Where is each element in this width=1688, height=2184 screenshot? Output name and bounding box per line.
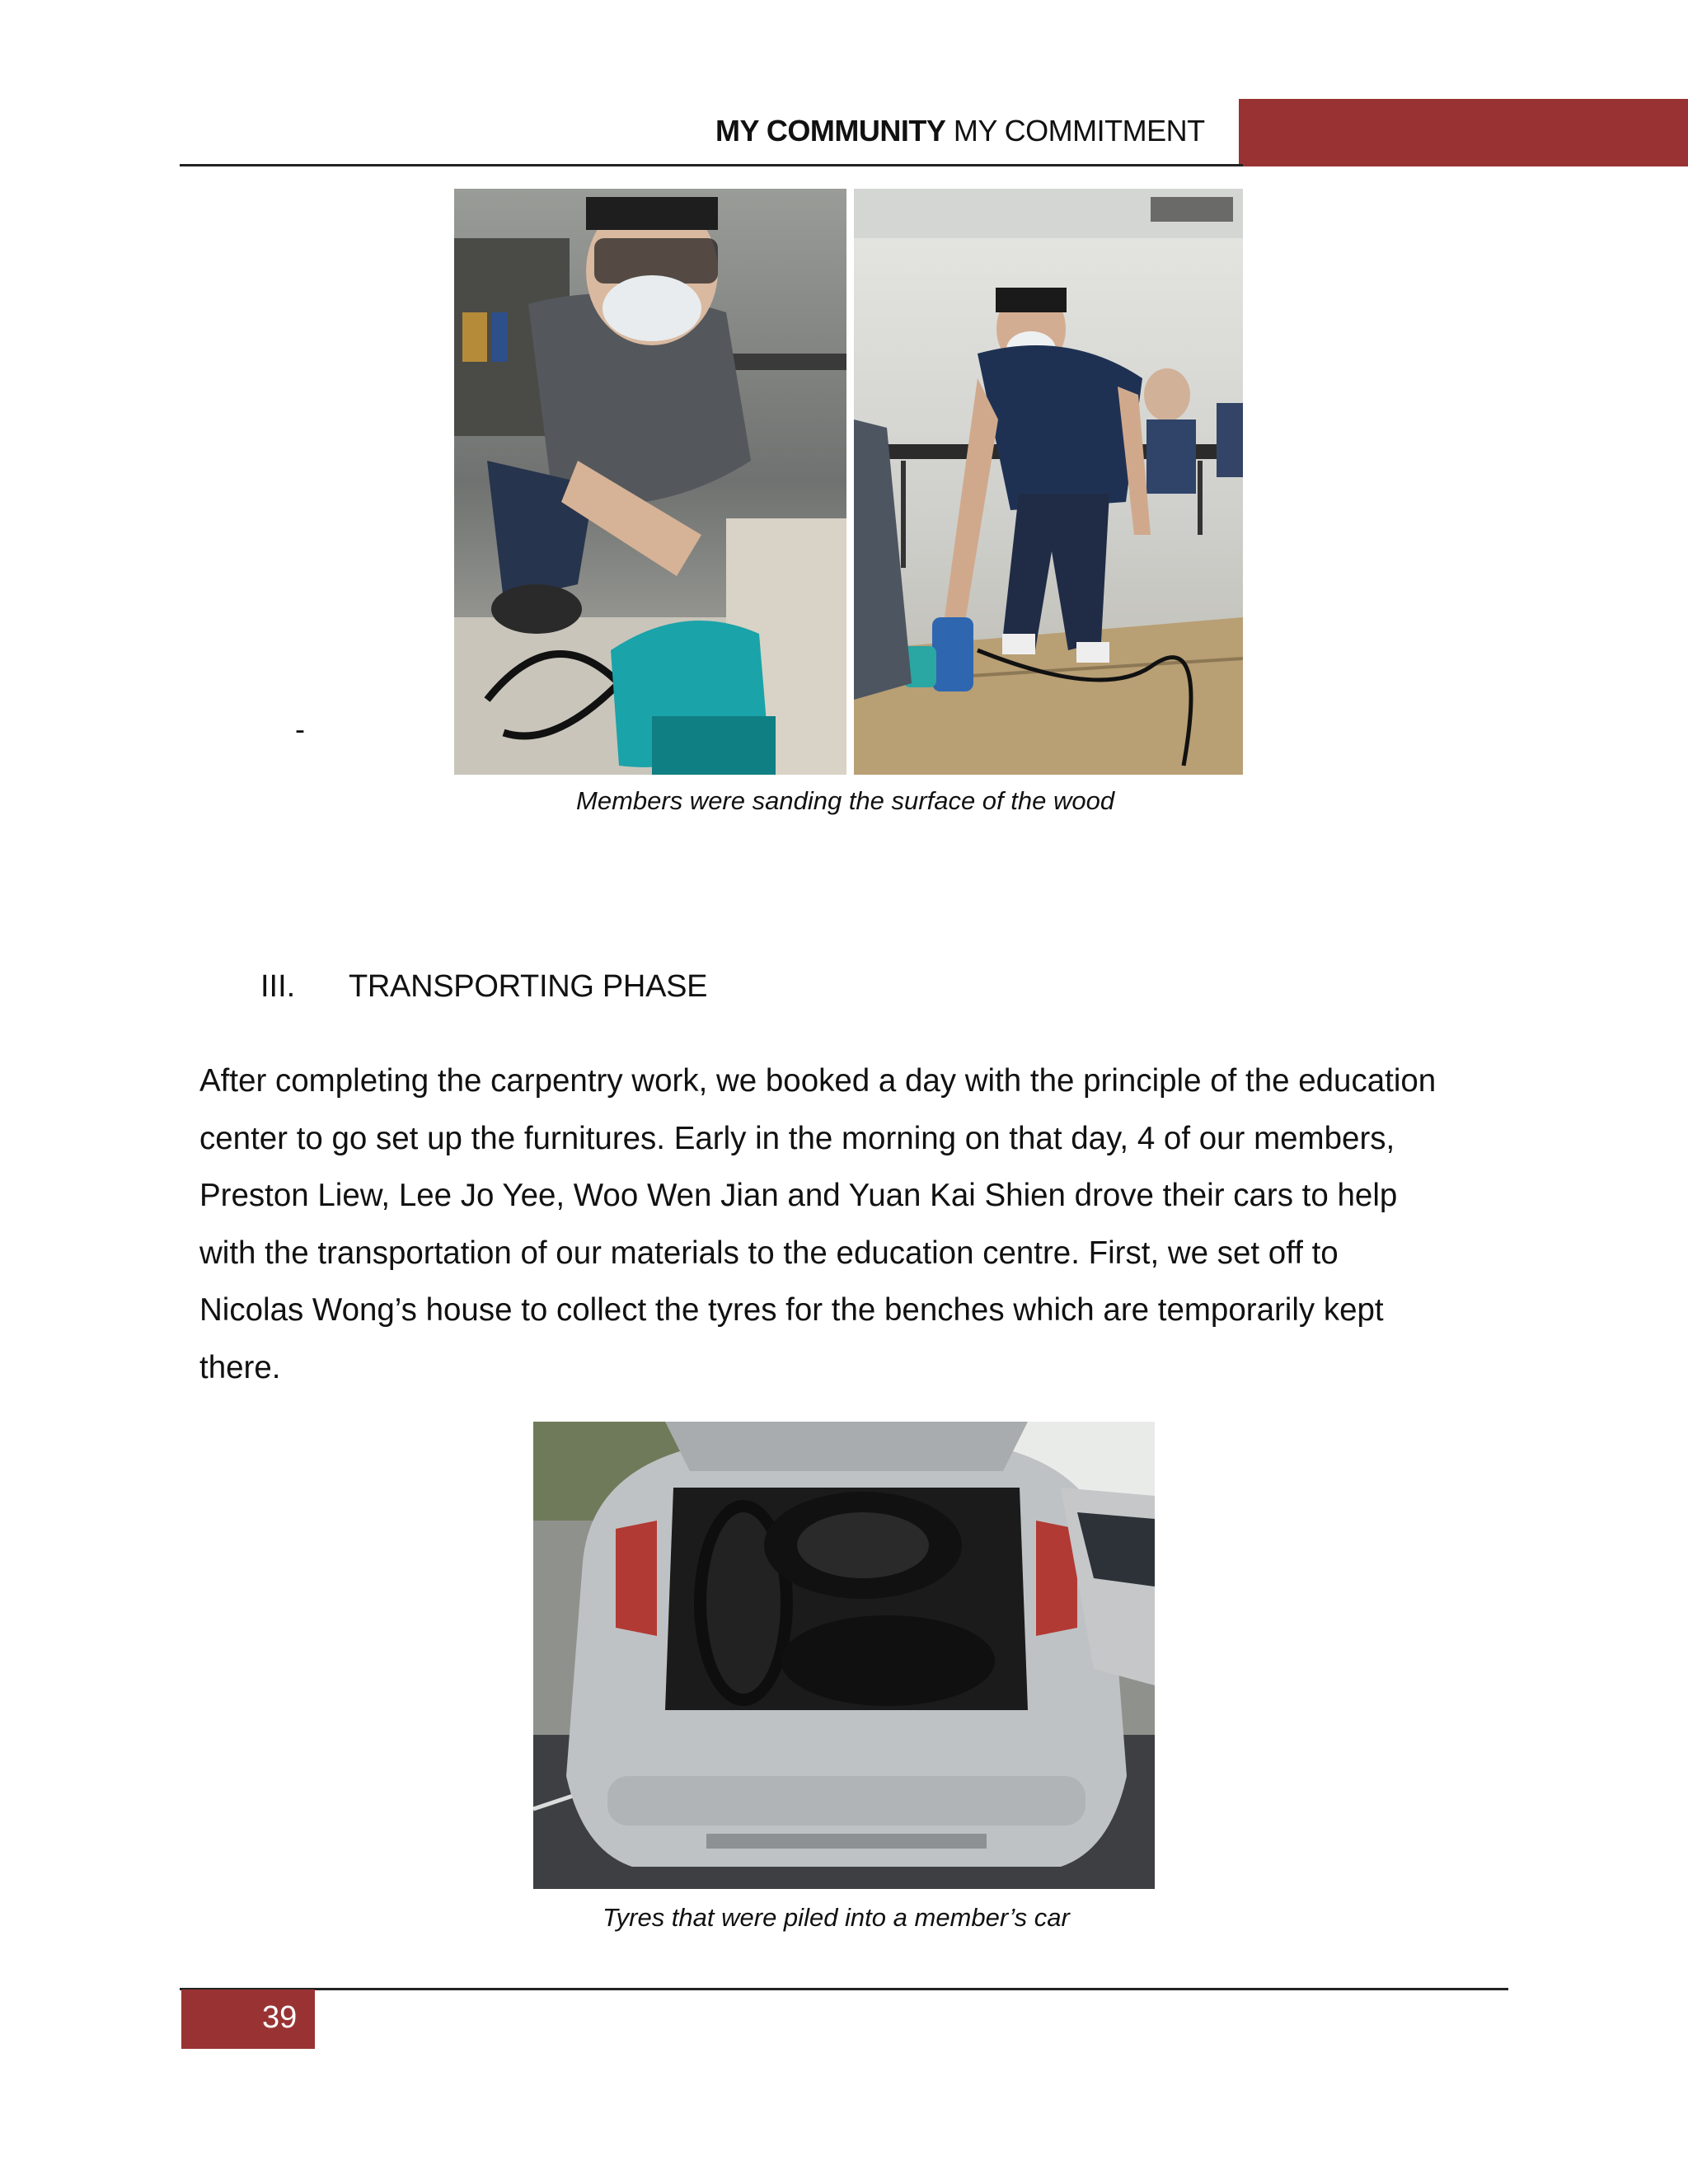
stray-dash: - [295, 712, 305, 746]
photo-car-tyres [533, 1422, 1155, 1889]
photo-sanding-right [854, 189, 1243, 775]
paragraph-line: with the transportation of our materials to the education centre. First, we set off to [199, 1235, 1339, 1271]
photo-caption-sanding: Members were sanding the surface of the wood [576, 786, 1115, 815]
paragraph-line: Nicolas Wong’s house to collect the tyres for the benches which are temporarily kept [199, 1292, 1384, 1328]
photo-sanding-left [454, 189, 846, 775]
footer-divider [180, 1988, 1508, 1990]
paragraph-line: there. [199, 1349, 281, 1385]
section-heading: TRANSPORTING PHASE [349, 969, 708, 1004]
header-accent-bar [1239, 99, 1688, 166]
header-divider [180, 164, 1243, 166]
photo-caption-tyres: Tyres that were piled into a member’s car [603, 1903, 1070, 1932]
paragraph-line: Preston Liew, Lee Jo Yee, Woo Wen Jian and Yuan Kai Shien drove their cars to help [199, 1178, 1398, 1213]
page-header-title [715, 114, 1205, 148]
page-number: 39 [262, 2000, 298, 2035]
paragraph-line: After completing the carpentry work, we booked a day with the principle of the education [199, 1063, 1437, 1099]
header-title-bold: MY COMMUNITY [715, 114, 946, 148]
section-number: III. [260, 969, 296, 1004]
body-paragraph [199, 1052, 1510, 1396]
header-title-regular: MY COMMITMENT [945, 114, 1205, 148]
paragraph-line: center to go set up the furnitures. Early in the morning on that day, 4 of our members, [199, 1120, 1395, 1156]
